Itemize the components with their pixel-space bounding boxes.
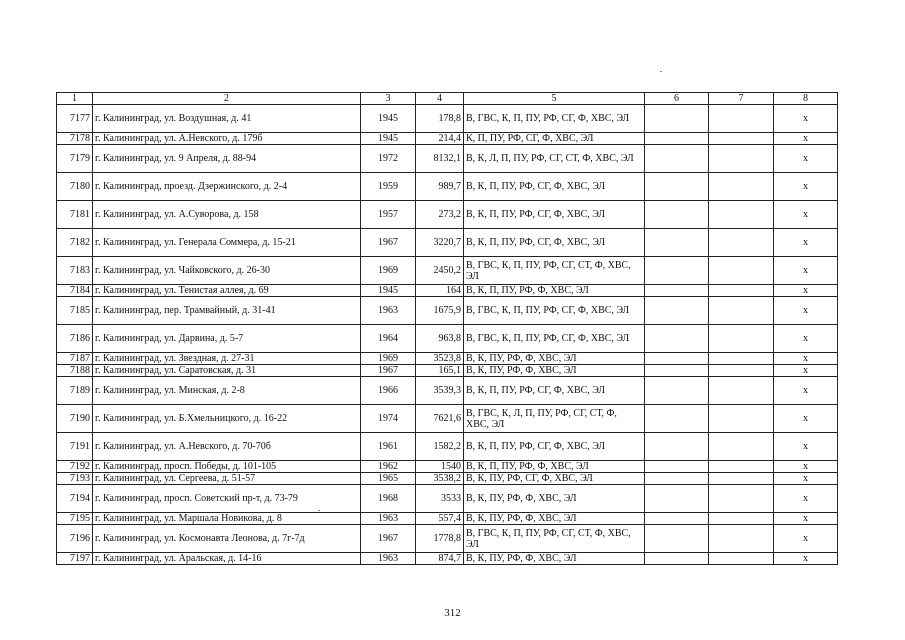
row-number: 7183 xyxy=(57,257,93,285)
area-cell: 989,7 xyxy=(416,173,464,201)
col7-cell xyxy=(709,377,774,405)
mark-cell: x xyxy=(774,433,838,461)
year-cell: 1963 xyxy=(361,513,416,525)
column-header: 5 xyxy=(464,93,645,105)
area-cell: 3533 xyxy=(416,485,464,513)
year-cell: 1961 xyxy=(361,433,416,461)
table-row xyxy=(57,173,838,201)
table-row xyxy=(57,365,838,377)
area-cell: 3523,8 xyxy=(416,353,464,365)
row-number: 7191 xyxy=(57,433,93,461)
systems-cell: В, К, П, ПУ, РФ, Ф, ХВС, ЭЛ xyxy=(464,461,645,473)
col6-cell xyxy=(645,473,709,485)
row-number: 7182 xyxy=(57,229,93,257)
row-number: 7177 xyxy=(57,105,93,133)
year-cell: 1969 xyxy=(361,353,416,365)
systems-cell: В, ГВС, К, П, ПУ, РФ, СГ, Ф, ХВС, ЭЛ xyxy=(464,297,645,325)
area-cell: 3538,2 xyxy=(416,473,464,485)
address-cell: г. Калининград, ул. А.Невского, д. 179б xyxy=(93,133,361,145)
table-row xyxy=(57,257,838,285)
col7-cell xyxy=(709,297,774,325)
area-cell: 3220,7 xyxy=(416,229,464,257)
systems-cell: В, К, П, ПУ, РФ, СГ, Ф, ХВС, ЭЛ xyxy=(464,433,645,461)
systems-cell: В, ГВС, К, П, ПУ, РФ, СГ, СТ, Ф, ХВС, ЭЛ xyxy=(464,525,645,553)
systems-cell: В, К, П, ПУ, РФ, СГ, Ф, ХВС, ЭЛ xyxy=(464,229,645,257)
col6-cell xyxy=(645,365,709,377)
year-cell: 1963 xyxy=(361,553,416,565)
address-cell: г. Калининград, ул. А.Невского, д. 70-70б xyxy=(93,433,361,461)
table-row xyxy=(57,105,838,133)
address-cell: г. Калининград, ул. Минская, д. 2-8 xyxy=(93,377,361,405)
address-cell: г. Калининград, пер. Трамвайный, д. 31-41 xyxy=(93,297,361,325)
mark-cell: x xyxy=(774,473,838,485)
col7-cell xyxy=(709,145,774,173)
year-cell: 1969 xyxy=(361,257,416,285)
row-number: 7180 xyxy=(57,173,93,201)
col6-cell xyxy=(645,485,709,513)
col7-cell xyxy=(709,173,774,201)
mark-cell: x xyxy=(774,525,838,553)
col6-cell xyxy=(645,553,709,565)
table-row xyxy=(57,433,838,461)
mark-cell: x xyxy=(774,485,838,513)
col6-cell xyxy=(645,525,709,553)
row-number: 7184 xyxy=(57,285,93,297)
mark-cell: x xyxy=(774,285,838,297)
year-cell: 1959 xyxy=(361,173,416,201)
systems-cell: В, ГВС, К, П, ПУ, РФ, СГ, Ф, ХВС, ЭЛ xyxy=(464,325,645,353)
mark-cell: x xyxy=(774,105,838,133)
address-cell: г. Калининград, ул. Аральская, д. 14-16 xyxy=(93,553,361,565)
year-cell: 1965 xyxy=(361,473,416,485)
systems-cell: В, ГВС, К, П, ПУ, РФ, СГ, Ф, ХВС, ЭЛ xyxy=(464,105,645,133)
systems-cell: К, П, ПУ, РФ, СГ, Ф, ХВС, ЭЛ xyxy=(464,133,645,145)
table-row xyxy=(57,461,838,473)
address-cell: г. Калининград, проезд. Дзержинского, д. 2-4 xyxy=(93,173,361,201)
year-cell: 1966 xyxy=(361,377,416,405)
address-cell: г. Калининград, ул. Дарвина, д. 5-7 xyxy=(93,325,361,353)
mark-cell: x xyxy=(774,201,838,229)
systems-cell: В, К, ПУ, РФ, Ф, ХВС, ЭЛ xyxy=(464,353,645,365)
column-header: 1 xyxy=(57,93,93,105)
year-cell: 1974 xyxy=(361,405,416,433)
area-cell: 1675,9 xyxy=(416,297,464,325)
mark-cell: x xyxy=(774,133,838,145)
row-number: 7192 xyxy=(57,461,93,473)
area-cell: 1540 xyxy=(416,461,464,473)
systems-cell: В, К, ПУ, РФ, Ф, ХВС, ЭЛ xyxy=(464,513,645,525)
row-number: 7181 xyxy=(57,201,93,229)
mark-cell: x xyxy=(774,553,838,565)
row-number: 7189 xyxy=(57,377,93,405)
area-cell: 1778,8 xyxy=(416,525,464,553)
col7-cell xyxy=(709,353,774,365)
col7-cell xyxy=(709,365,774,377)
col7-cell xyxy=(709,433,774,461)
col6-cell xyxy=(645,433,709,461)
col6-cell xyxy=(645,201,709,229)
systems-cell: В, К, П, ПУ, РФ, СГ, Ф, ХВС, ЭЛ xyxy=(464,173,645,201)
col7-cell xyxy=(709,473,774,485)
address-cell: г. Калининград, просп. Победы, д. 101-105 xyxy=(93,461,361,473)
row-number: 7178 xyxy=(57,133,93,145)
table-row xyxy=(57,201,838,229)
systems-cell: В, К, Л, П, ПУ, РФ, СГ, СТ, Ф, ХВС, ЭЛ xyxy=(464,145,645,173)
col7-cell xyxy=(709,461,774,473)
column-header: 3 xyxy=(361,93,416,105)
col6-cell xyxy=(645,513,709,525)
year-cell: 1964 xyxy=(361,325,416,353)
column-header: 6 xyxy=(645,93,709,105)
year-cell: 1945 xyxy=(361,133,416,145)
year-cell: 1957 xyxy=(361,201,416,229)
mark-cell: x xyxy=(774,365,838,377)
table-row xyxy=(57,145,838,173)
col7-cell xyxy=(709,229,774,257)
col7-cell xyxy=(709,553,774,565)
systems-cell: В, К, П, ПУ, РФ, Ф, ХВС, ЭЛ xyxy=(464,285,645,297)
col6-cell xyxy=(645,145,709,173)
row-number: 7187 xyxy=(57,353,93,365)
col6-cell xyxy=(645,377,709,405)
table-row xyxy=(57,353,838,365)
address-cell: г. Калининград, ул. Сергеева, д. 51-57 xyxy=(93,473,361,485)
address-cell: г. Калининград, ул. Космонавта Леонова, д. 7г-7д xyxy=(93,525,361,553)
table-row xyxy=(57,485,838,513)
mark-cell: x xyxy=(774,405,838,433)
table-row xyxy=(57,229,838,257)
scan-speck xyxy=(660,71,662,72)
col6-cell xyxy=(645,405,709,433)
year-cell: 1945 xyxy=(361,105,416,133)
area-cell: 214,4 xyxy=(416,133,464,145)
row-number: 7195 xyxy=(57,513,93,525)
mark-cell: x xyxy=(774,353,838,365)
col6-cell xyxy=(645,461,709,473)
table-row xyxy=(57,405,838,433)
area-cell: 164 xyxy=(416,285,464,297)
col7-cell xyxy=(709,257,774,285)
col6-cell xyxy=(645,257,709,285)
table-row xyxy=(57,133,838,145)
area-cell: 165,1 xyxy=(416,365,464,377)
table-row xyxy=(57,473,838,485)
mark-cell: x xyxy=(774,297,838,325)
address-cell: г. Калининград, ул. А.Суворова, д. 158 xyxy=(93,201,361,229)
area-cell: 1582,2 xyxy=(416,433,464,461)
mark-cell: x xyxy=(774,145,838,173)
table-row xyxy=(57,285,838,297)
year-cell: 1968 xyxy=(361,485,416,513)
col6-cell xyxy=(645,297,709,325)
year-cell: 1963 xyxy=(361,297,416,325)
col6-cell xyxy=(645,353,709,365)
address-cell: г. Калининград, ул. Маршала Новикова, д. 8 xyxy=(93,513,361,525)
address-cell: г. Калининград, просп. Советский пр-т, д. 73-79 xyxy=(93,485,361,513)
col7-cell xyxy=(709,525,774,553)
column-number-row xyxy=(57,93,838,105)
mark-cell: x xyxy=(774,461,838,473)
table-row xyxy=(57,325,838,353)
column-header: 4 xyxy=(416,93,464,105)
area-cell: 963,8 xyxy=(416,325,464,353)
address-cell: г. Калининград, ул. Генерала Соммера, д. 15-21 xyxy=(93,229,361,257)
address-cell: г. Калининград, ул. 9 Апреля, д. 88-94 xyxy=(93,145,361,173)
table-row xyxy=(57,377,838,405)
col6-cell xyxy=(645,229,709,257)
mark-cell: x xyxy=(774,377,838,405)
row-number: 7197 xyxy=(57,553,93,565)
area-cell: 8132,1 xyxy=(416,145,464,173)
table-row xyxy=(57,525,838,553)
systems-cell: В, ГВС, К, П, ПУ, РФ, СГ, СТ, Ф, ХВС, ЭЛ xyxy=(464,257,645,285)
systems-cell: В, К, ПУ, РФ, Ф, ХВС, ЭЛ xyxy=(464,485,645,513)
address-cell: г. Калининград, ул. Тенистая аллея, д. 69 xyxy=(93,285,361,297)
table-row xyxy=(57,553,838,565)
col6-cell xyxy=(645,325,709,353)
systems-cell: В, ГВС, К, Л, П, ПУ, РФ, СГ, СТ, Ф, ХВС, ЭЛ xyxy=(464,405,645,433)
row-number: 7188 xyxy=(57,365,93,377)
col7-cell xyxy=(709,105,774,133)
address-cell: г. Калининград, ул. Чайковского, д. 26-30 xyxy=(93,257,361,285)
systems-cell: В, К, П, ПУ, РФ, СГ, Ф, ХВС, ЭЛ xyxy=(464,377,645,405)
col7-cell xyxy=(709,405,774,433)
column-header: 8 xyxy=(774,93,838,105)
systems-cell: В, К, ПУ, РФ, Ф, ХВС, ЭЛ xyxy=(464,365,645,377)
col6-cell xyxy=(645,173,709,201)
col7-cell xyxy=(709,513,774,525)
row-number: 7186 xyxy=(57,325,93,353)
row-number: 7190 xyxy=(57,405,93,433)
year-cell: 1967 xyxy=(361,525,416,553)
row-number: 7179 xyxy=(57,145,93,173)
page-number: 312 xyxy=(444,607,461,619)
area-cell: 273,2 xyxy=(416,201,464,229)
year-cell: 1945 xyxy=(361,285,416,297)
mark-cell: x xyxy=(774,257,838,285)
row-number: 7185 xyxy=(57,297,93,325)
col7-cell xyxy=(709,285,774,297)
row-number: 7193 xyxy=(57,473,93,485)
area-cell: 557,4 xyxy=(416,513,464,525)
year-cell: 1967 xyxy=(361,229,416,257)
col6-cell xyxy=(645,133,709,145)
row-number: 7194 xyxy=(57,485,93,513)
mark-cell: x xyxy=(774,325,838,353)
column-header: 7 xyxy=(709,93,774,105)
col7-cell xyxy=(709,485,774,513)
column-header: 2 xyxy=(93,93,361,105)
col6-cell xyxy=(645,105,709,133)
address-cell: г. Калининград, ул. Саратовская, д. 31 xyxy=(93,365,361,377)
year-cell: 1967 xyxy=(361,365,416,377)
mark-cell: x xyxy=(774,173,838,201)
mark-cell: x xyxy=(774,513,838,525)
address-cell: г. Калининград, ул. Б.Хмельницкого, д. 16-22 xyxy=(93,405,361,433)
col7-cell xyxy=(709,201,774,229)
area-cell: 3539,3 xyxy=(416,377,464,405)
row-number: 7196 xyxy=(57,525,93,553)
systems-cell: В, К, П, ПУ, РФ, СГ, Ф, ХВС, ЭЛ xyxy=(464,201,645,229)
year-cell: 1962 xyxy=(361,461,416,473)
table-row xyxy=(57,513,838,525)
housing-register-table xyxy=(56,92,838,565)
area-cell: 874,7 xyxy=(416,553,464,565)
systems-cell: В, К, ПУ, РФ, Ф, ХВС, ЭЛ xyxy=(464,553,645,565)
col7-cell xyxy=(709,133,774,145)
col7-cell xyxy=(709,325,774,353)
mark-cell: x xyxy=(774,229,838,257)
year-cell: 1972 xyxy=(361,145,416,173)
area-cell: 2450,2 xyxy=(416,257,464,285)
address-cell: г. Калининград, ул. Звездная, д. 27-31 xyxy=(93,353,361,365)
area-cell: 178,8 xyxy=(416,105,464,133)
table-body xyxy=(57,105,838,565)
address-cell: г. Калининград, ул. Воздушная, д. 41 xyxy=(93,105,361,133)
table-row xyxy=(57,297,838,325)
systems-cell: В, К, ПУ, РФ, СГ, Ф, ХВС, ЭЛ xyxy=(464,473,645,485)
col6-cell xyxy=(645,285,709,297)
area-cell: 7621,6 xyxy=(416,405,464,433)
